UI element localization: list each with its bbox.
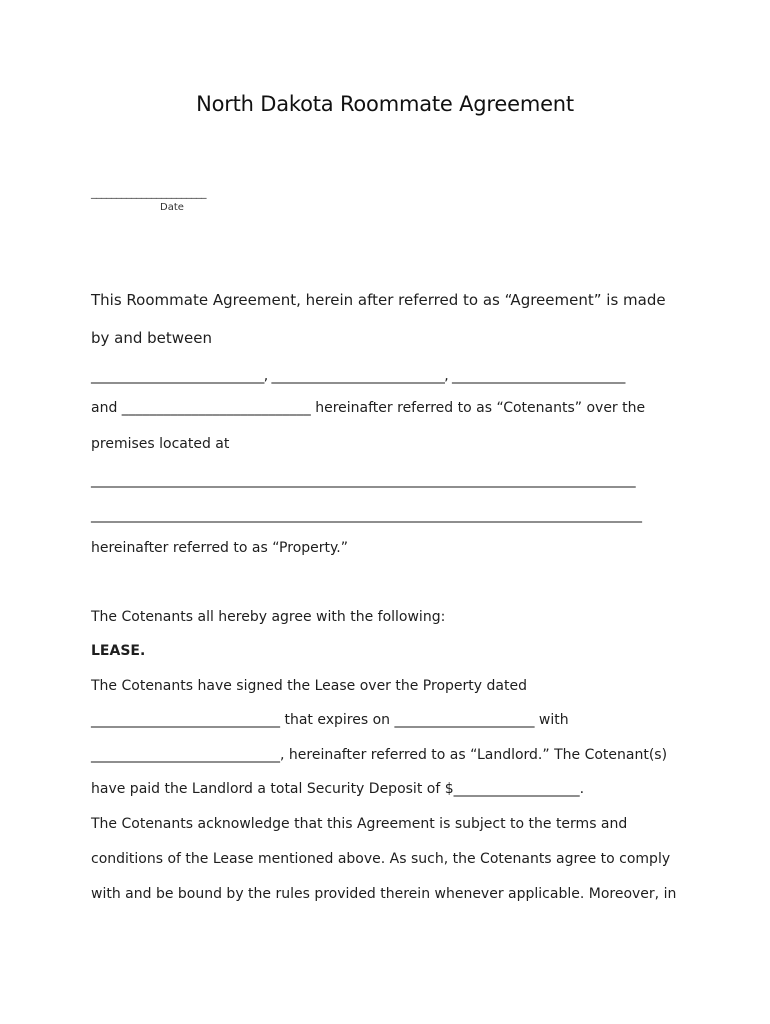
lease-line-5: The Cotenants acknowledge that this Agreement is subject to the terms and [91, 816, 628, 832]
lease-line-4: have paid the Landlord a total Security Deposit of $__________________. [91, 781, 585, 797]
address-blank-line-2: ______________________________________________________________________________________ [91, 507, 642, 523]
document-title: North Dakota Roommate Agreement [196, 92, 574, 116]
lease-line-7: with and be bound by the rules provided therein whenever applicable. Moreover, in [91, 886, 677, 902]
lease-line-2: ___________________________ that expires on ____________________ with [91, 712, 569, 728]
date-blank: _______________________ [91, 186, 206, 199]
intro-line-1: This Roommate Agreement, herein after referred to as “Agreement” is made [91, 291, 666, 309]
property-line: hereinafter referred to as “Property.” [91, 540, 348, 556]
premises-line: premises located at [91, 436, 230, 452]
lease-line-1: The Cotenants have signed the Lease over the Property dated [91, 678, 527, 694]
cotenants-line: and ___________________________ hereinafter referred to as “Cotenants” over the [91, 400, 646, 416]
date-label: Date [160, 202, 184, 213]
lease-line-3: ___________________________, hereinafter referred to as “Landlord.” The Cotenant(s) [91, 747, 668, 763]
cotenant-blanks-line: ___________________________, ___________________________, ___________________________ [91, 368, 625, 384]
intro-line-2: by and between [91, 329, 213, 347]
agreement-intro-line: The Cotenants all hereby agree with the following: [91, 609, 446, 625]
address-blank-line-1: _____________________________________________________________________________________ [91, 472, 636, 488]
section-heading-lease: LEASE. [91, 643, 146, 659]
lease-line-6: conditions of the Lease mentioned above. As such, the Cotenants agree to comply [91, 851, 671, 867]
